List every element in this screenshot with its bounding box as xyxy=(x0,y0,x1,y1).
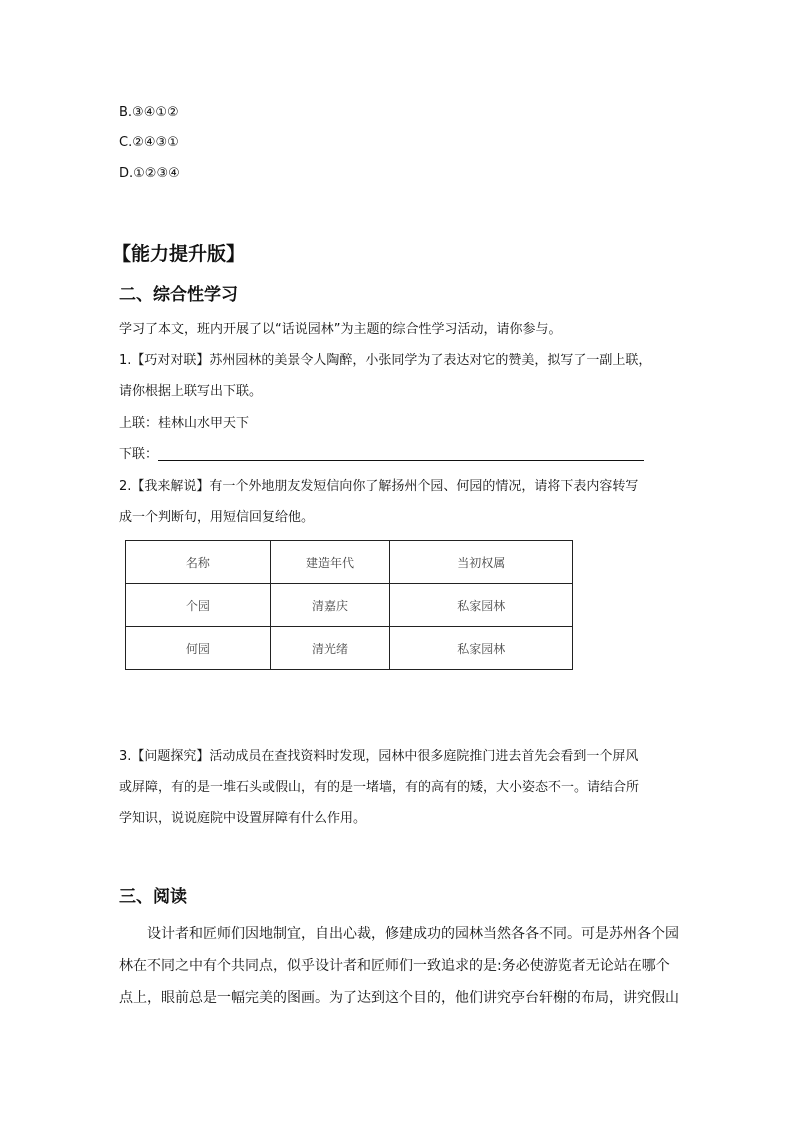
table-cell: 私家园林 xyxy=(390,584,573,627)
q1-line2: 请你根据上联写出下联。 xyxy=(119,384,263,399)
garden-info-table xyxy=(125,540,573,670)
table-header-cell: 当初权属 xyxy=(390,541,573,584)
table-cell: 清嘉庆 xyxy=(270,584,390,627)
table-row xyxy=(126,584,573,627)
option-d: D.①②③④ xyxy=(119,166,180,181)
table-cell: 清光绪 xyxy=(270,627,390,670)
reading-line1: 设计者和匠师们因地制宜，自出心裁，修建成功的园林当然各各不同。可是苏州各个园 xyxy=(147,926,679,942)
table-cell: 何园 xyxy=(126,627,271,670)
table-header-cell: 名称 xyxy=(126,541,271,584)
table-cell: 私家园林 xyxy=(390,627,573,670)
table-header-cell: 建造年代 xyxy=(270,541,390,584)
edition-heading: 【能力提升版】 xyxy=(112,243,246,265)
q2-line1: 2.【我来解说】有一个外地朋友发短信向你了解扬州个园、何园的情况，请将下表内容转写 xyxy=(119,479,639,494)
table-cell: 个园 xyxy=(126,584,271,627)
q3-line3: 学知识，说说庭院中设置屏障有什么作用。 xyxy=(119,811,367,826)
answer-line xyxy=(158,460,644,461)
option-b: B.③④①② xyxy=(119,105,179,120)
table-header-row xyxy=(126,541,573,584)
q2-line2: 成一个判断句，用短信回复给他。 xyxy=(119,510,315,525)
reading-line3: 点上，眼前总是一幅完美的图画。为了达到这个目的，他们讲究亭台轩榭的布局，讲究假山 xyxy=(119,990,679,1006)
table-row xyxy=(126,627,573,670)
section3-heading: 三、阅读 xyxy=(119,887,187,907)
q1-upper-couplet: 上联：桂林山水甲天下 xyxy=(119,416,250,431)
section2-heading: 二、综合性学习 xyxy=(119,285,238,305)
section2-intro: 学习了本文，班内开展了以“话说园林”为主题的综合性学习活动，请你参与。 xyxy=(119,322,562,337)
reading-line2: 林在不同之中有个共同点，似乎设计者和匠师们一致追求的是:务必使游览者无论站在哪个 xyxy=(119,958,670,974)
q3-line1: 3.【问题探究】活动成员在查找资料时发现，园林中很多庭院推门进去首先会看到一个屏风 xyxy=(119,749,639,764)
option-c: C.②④③① xyxy=(119,135,179,150)
q1-line1: 1.【巧对对联】苏州园林的美景令人陶醉，小张同学为了表达对它的赞美，拟写了一副上联， xyxy=(119,353,652,368)
q1-lower-label: 下联： xyxy=(119,447,159,462)
q3-line2: 或屏障，有的是一堆石头或假山，有的是一堵墙，有的高有的矮，大小姿态不一。请结合所 xyxy=(119,780,640,795)
